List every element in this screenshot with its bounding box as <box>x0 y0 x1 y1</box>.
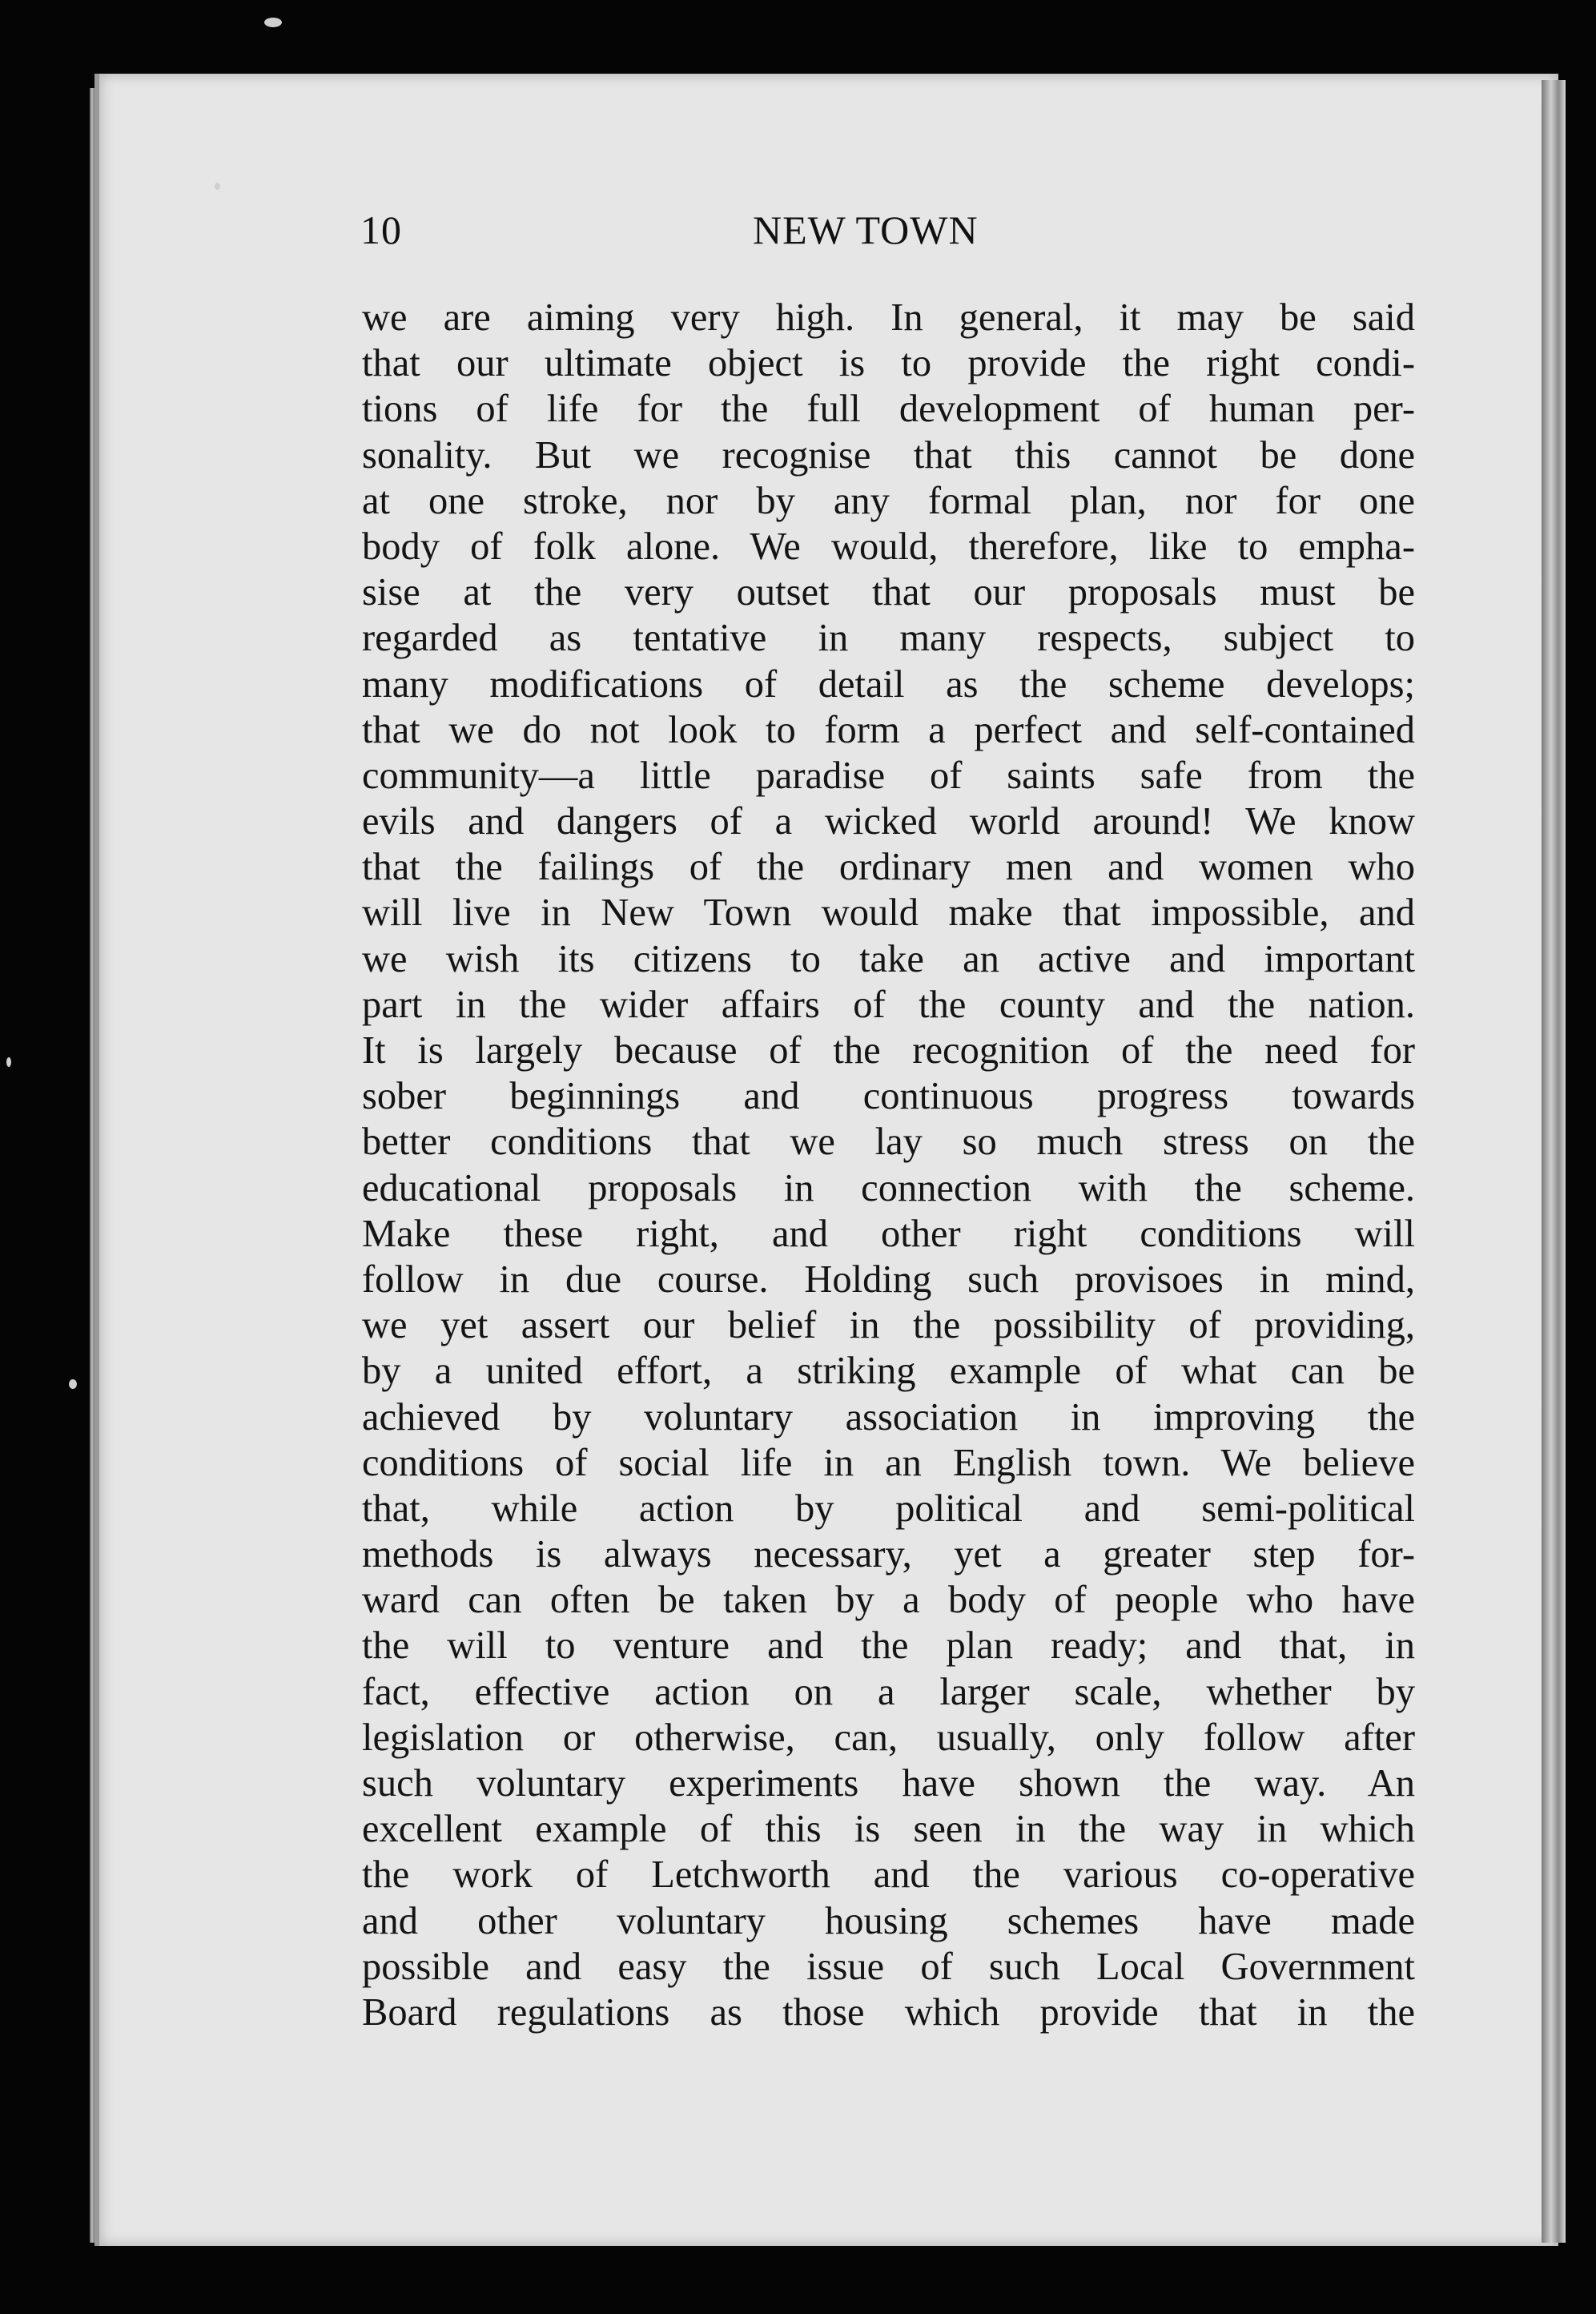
page-number: 10 <box>360 207 402 252</box>
scan-speck <box>264 18 282 27</box>
text-line: legislation or otherwise, can, usually, only follow after <box>362 1716 1415 1759</box>
text-line: methods is always necessary, yet a greater step for- <box>362 1533 1415 1576</box>
text-line: by a united effort, a striking example of what can be <box>362 1350 1415 1393</box>
text-line: sober beginnings and continuous progress towards <box>362 1075 1415 1118</box>
text-line: the will to venture and the plan ready; and that, in <box>362 1624 1415 1668</box>
text-line: It is largely because of the recognition of the need for <box>362 1029 1415 1072</box>
scan-speck <box>215 183 220 190</box>
text-line: at one stroke, nor by any formal plan, nor for one <box>362 479 1415 522</box>
text-line: community—a little paradise of saints safe from the <box>362 754 1415 797</box>
text-line: that our ultimate object is to provide the right condi- <box>362 342 1415 385</box>
text-line: tions of life for the full development of human per- <box>362 388 1415 431</box>
text-line: educational proposals in connection with the scheme. <box>362 1166 1415 1209</box>
text-line: follow in due course. Holding such provisoes in mind, <box>362 1258 1415 1301</box>
text-line: excellent example of this is seen in the way in which <box>362 1808 1415 1851</box>
text-line: conditions of social life in an English town. We believe <box>362 1441 1415 1484</box>
scan-speck <box>6 1057 11 1067</box>
text-line: will live in New Town would make that impossible, and <box>362 891 1415 935</box>
text-line: Make these right, and other right conditions will <box>362 1212 1415 1255</box>
text-line: body of folk alone. We would, therefore, like to empha- <box>362 525 1415 568</box>
text-line: we yet assert our belief in the possibility of providing, <box>362 1304 1415 1347</box>
text-line: that the failings of the ordinary men and women who <box>362 846 1415 889</box>
text-line: regarded as tentative in many respects, subject to <box>362 617 1415 660</box>
running-title: NEW TOWN <box>753 207 979 252</box>
text-line: many modifications of detail as the scheme develops; <box>362 662 1415 706</box>
text-line: part in the wider affairs of the county and the nation. <box>362 983 1415 1026</box>
text-line: fact, effective action on a larger scale, whether by <box>362 1670 1415 1713</box>
text-line: that we do not look to form a perfect and self-contained <box>362 708 1415 751</box>
text-line: Board regulations as those which provide that in the <box>362 1990 1415 2034</box>
text-line: sonality. But we recognise that this cannot be done <box>362 433 1415 477</box>
text-line: sise at the very outset that our proposals must be <box>362 571 1415 614</box>
body-text <box>362 295 1415 2035</box>
text-line: and other voluntary housing schemes have made <box>362 1899 1415 1942</box>
text-line: we wish its citizens to take an active and important <box>362 937 1415 980</box>
scan-speck <box>69 1379 77 1389</box>
text-line: achieved by voluntary association in improving the <box>362 1395 1415 1439</box>
text-line: better conditions that we lay so much stress on the <box>362 1121 1415 1164</box>
text-line: possible and easy the issue of such Local Government <box>362 1945 1415 1988</box>
text-line: ward can often be taken by a body of people who have <box>362 1579 1415 1622</box>
running-head <box>360 207 1417 255</box>
text-line: that, while action by political and semi-political <box>362 1487 1415 1530</box>
text-line: evils and dangers of a wicked world around! We know <box>362 800 1415 843</box>
text-line: such voluntary experiments have shown the way. An <box>362 1762 1415 1805</box>
text-line: we are aiming very high. In general, it may be said <box>362 296 1415 339</box>
page-stack-edge <box>1542 80 1566 2243</box>
text-line: the work of Letchworth and the various co-operative <box>362 1853 1415 1897</box>
